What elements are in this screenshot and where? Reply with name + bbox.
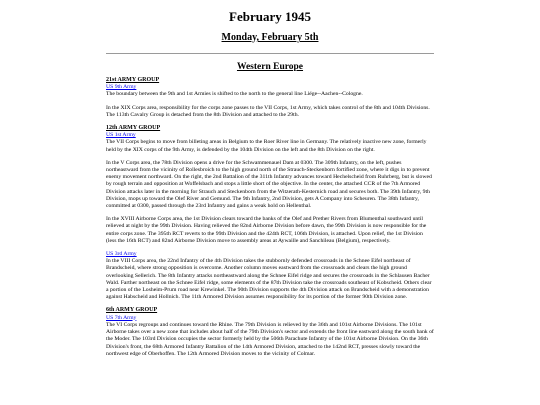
army-link-us-9th-army[interactable]: US 9th Army [106, 84, 137, 91]
paragraph: In the XVIII Airborne Corps area, the 1st Division clears toward the banks of the Olef and Prether Rivers from Blumenthal southward until relieved at night by the 99th Division. Having relieved the 82nd Airborne Division before dawn, the 99th Division is now responsible for the entire corps zone. The 395th RCT reverts to the 99th Division and the 424th RCT, 106th Division, is attached. Upon relief, the 1st Division (less the 16th RCT) and 82nd Airborne Division move to assembly areas at Aywaille and Sanchileau (Belgium), respectively. [106, 216, 427, 244]
army-link-us-1st-army[interactable]: US 1st Army [106, 132, 136, 139]
section-12th-army-group [106, 125, 434, 301]
paragraph: In the V Corps area, the 78th Division opens a drive for the Schwammenauel Dam at 0300. The 309th Infantry, on the left, pushes northeastward from the vicinity of Rollesbroich to the high ground north of the Strauch-Steckenborn fortified zone, where it digs in to prevent enemy movement northward. On the right, the 2nd Battalion of the 311th Infantry advances toward Hechelscheid from Ruhrberg, but is slowed by rough terrain and opposition at Woffelsbach and stops a little short of the objective. In the center, the attached CCR of the 7th Armored Division attacks later in the morning for Strauch and Steckenborn from the Witzerath-Kesternich road and secures both. The 39th Infantry, 9th Division, mops up toward the Olef River and Gemund. The 9th Infantry, 2nd Division, gets A Company into Scheuren. The 38th Infantry, committed at 0300, passed through the 23rd Infantry and gains a weak hold on Hellenthal. [106, 159, 432, 210]
group-title: 21st ARMY GROUP [106, 77, 160, 83]
page-title: February 1945 [229, 9, 311, 24]
paragraph: In the VIII Corps area, the 22nd Infantry of the 4th Division takes the stubbornly defended crossroads in the Schnee Eifel northeast of Brandscheid, where strong opposition is overcome. Another column moves eastward from the crossroads and clears the high ground overlooking Sellerich. The 8th Infantry attacks northeastward along the Schnee Eifel ridge and secures the crossroads in the Schlausen Bacher Wald. Farther northeast on the Schnee Eifel ridge, some elements of the 87th Division take the crossroads southeast of Kobscheid. Others clear a portion of the Losheim-Prum road near Krewinkel. The 90th Division supports the 4th Division attack on Brandscheid with a demonstration against Habscheid and Hollnich. The 11th Armored Division assumes responsibility for its portion of the former 90th Division zone. [106, 258, 432, 301]
section-21st-army-group [106, 77, 434, 119]
paragraph: The VII Corps begins to move from billeting areas in Belgium to the Roer River line in Germany. The relatively inactive new zone, formerly held by the XIX corps of the 9th Army, is defended by the 104th Division on the left and the 8th Division on the right. [106, 139, 427, 153]
group-title: 12th ARMY GROUP [106, 125, 161, 132]
army-link-us-3rd-army[interactable]: US 3rd Army [106, 251, 137, 258]
army-link-us-7th-army[interactable]: US 7th Army [106, 314, 137, 321]
date-heading: Monday, February 5th [221, 32, 319, 43]
group-title: 6th ARMY GROUP [106, 307, 158, 314]
region-heading: Western Europe [236, 62, 304, 72]
divider [106, 53, 434, 54]
content [106, 77, 434, 358]
paragraph: The boundary between the 9th and 1st Armies is shifted to the north to the general line Liége--Aachen--Cologne. [106, 91, 363, 98]
paragraph: In the XIX Corps area, responsibility for the corps zone passes to the VII Corps, 1st Army, which takes control of the 8th and 104th Divisions. The 113th Cavalry Group is detached from the 8th Division and attached to the 29th. [106, 104, 430, 118]
section-6th-army-group [106, 307, 434, 357]
paragraph: The VI Corps regroups and continues toward the Rhine. The 79th Division is relieved by the 36th and 101st Airborne Divisions. The 101st Airborne takes over a new zone that includes about half of the 79th Division's sector and extends the front line eastward along the south bank of the Moder. The 103rd Division occupies the sector formerly held by the 506th Parachute Infantry of the 101st Airborne Division. On the 36th Division's front, the 68th Armored Infantry Battalion of the 14th Armored Division, attached to the 142nd RCT, presses slowly toward the northwest edge of Oberhoffen. The 12th Armored Division moves to the vicinity of Colmar. [106, 321, 434, 357]
